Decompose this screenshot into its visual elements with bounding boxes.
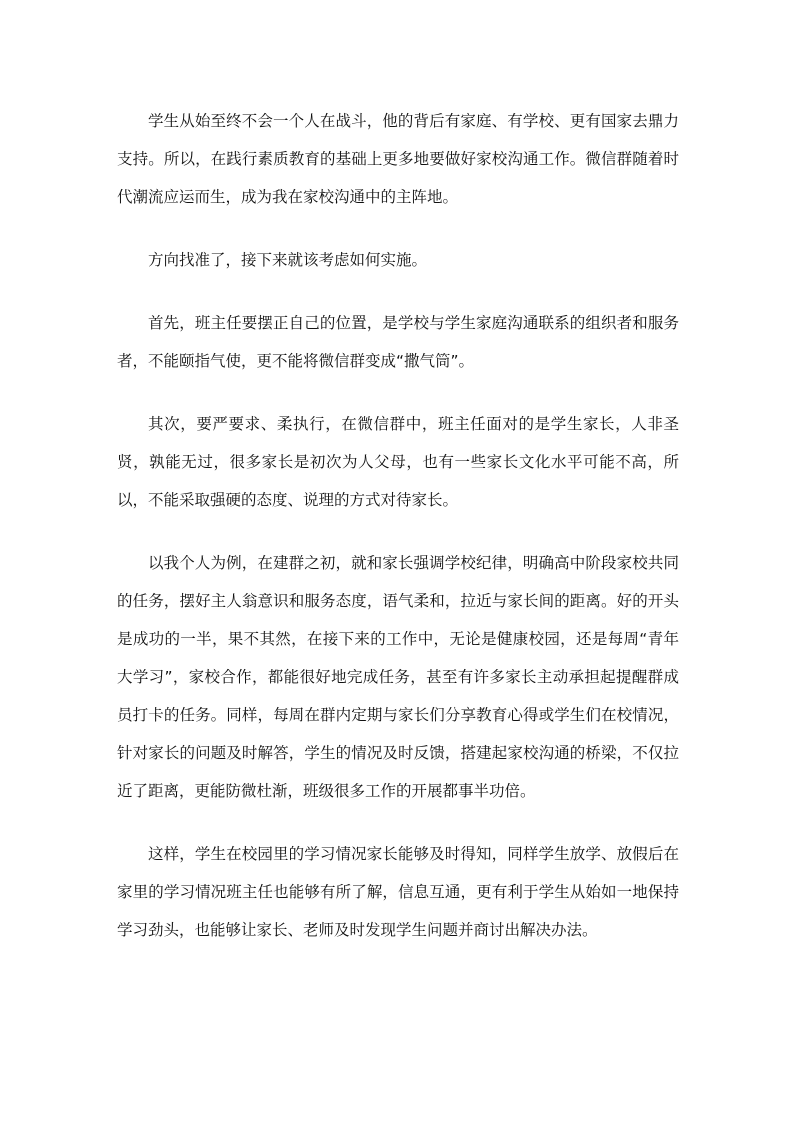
paragraph-1: 学生从始至终不会一个人在战斗，他的背后有家庭、有学校、更有国家去鼎力支持。所以，在践行素质教育的基础上更多地要做好家校沟通工作。微信群随着时代潮流应运而生，成为我在家校沟通中的主阵地。 [117, 112, 679, 206]
paragraph-2: 方向找准了，接下来就该考虑如何实施。 [148, 251, 428, 269]
paragraph-5: 以我个人为例，在建群之初，就和家长强调学校纪律，明确高中阶段家校共同的任务，摆好主人翁意识和服务态度，语气柔和，拉近与家长间的距离。好的开头是成功的一半，果不其然，在接下来的工作中，无论是健康校园，还是每周“青年大学习”，家校合作，都能很好地完成任务，甚至有许多家长主动承担起提醒群成员打卡的任务。同样，每周在群内定期与家长们分享教育心得或学生们在校情况，针对家长的问题及时解答，学生的情况及时反馈，搭建起家校沟通的桥梁，不仅拉近了距离，更能防微杜渐，班级很多工作的开展都事半功倍。 [117, 554, 679, 800]
paragraph-6: 这样，学生在校园里的学习情况家长能够及时得知，同样学生放学、放假后在家里的学习情况班主任也能够有所了解，信息互通，更有利于学生从始如一地保持学习劲头，也能够让家长、老师及时发现学生问题并商讨出解决办法。 [117, 845, 679, 939]
paragraph-4: 其次，要严要求、柔执行，在微信群中，班主任面对的是学生家长，人非圣贤，孰能无过，很多家长是初次为人父母，也有一些家长文化水平可能不高，所以，不能采取强硬的态度、说理的方式对待家长。 [117, 415, 679, 509]
paragraph-3: 首先，班主任要摆正自己的位置，是学校与学生家庭沟通联系的组织者和服务者，不能颐指气使，更不能将微信群变成“撒气筒”。 [117, 314, 679, 370]
